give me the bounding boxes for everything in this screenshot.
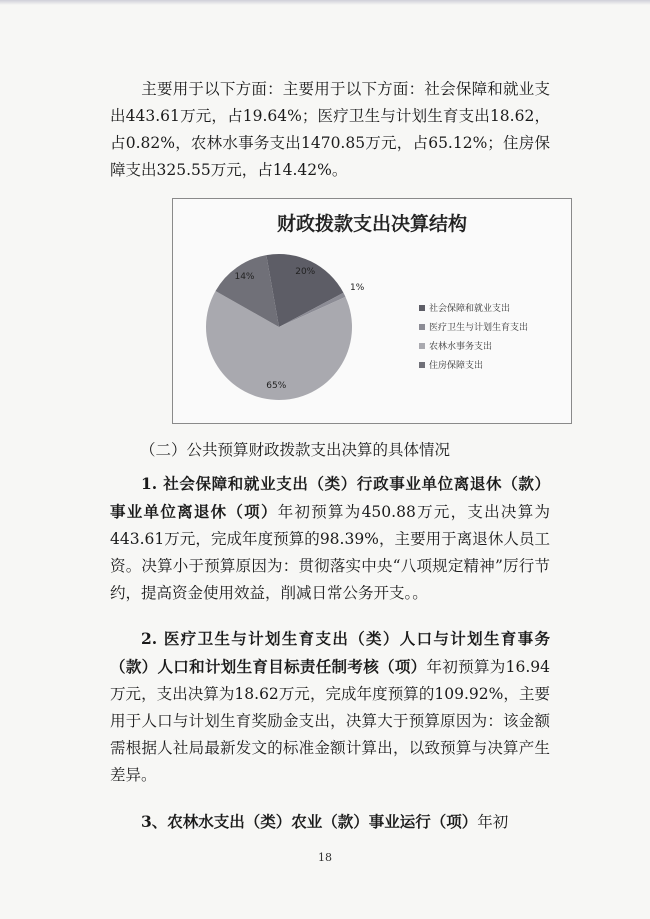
item3-paragraph [110,808,550,836]
legend-label: 社会保障和就业支出 [429,304,511,314]
pie-chart [172,198,572,424]
legend-item [419,355,528,374]
item3-body: 年初 [477,813,509,831]
page-number: 18 [318,851,332,864]
item2-paragraph [110,625,550,789]
legend-swatch [419,305,425,311]
legend-swatch [419,343,425,349]
item1-body: 年初预算为450.88万元，支出决算为443.61万元，完成年度预算的98.39%，主要用于离退休人员工资。决算小于预算原因为：贯彻落实中央“八项规定精神”厉行节约，提高资金使用效益，削减日常公务开支。。 [110,503,550,602]
section-heading: （二）公共预算财政拨款支出决算的具体情况 [140,441,451,459]
chart-legend [419,298,528,374]
legend-item [419,336,528,355]
slice-label: 65% [266,380,287,391]
legend-label: 农林水事务支出 [429,342,493,352]
legend-swatch [419,324,425,330]
intro-paragraph: 主要用于以下方面：主要用于以下方面：社会保障和就业支出443.61万元，占19.64%；医疗卫生与计划生育支出18.62，占0.82%，农林水事务支出1470.85万元，占65.12%；住房保障支出325.55万元，占14.42%。 [110,80,550,179]
legend-item [419,298,528,317]
item1-heading: 1. 社会保障和就业支出（类）行政事业单位离退休（款）事业单位离退休（项） [110,474,550,521]
slice-label: 14% [234,272,255,283]
legend-label: 住房保障支出 [429,361,484,371]
item1-paragraph [110,470,550,607]
chart-title: 财政拨款支出决算结构 [276,213,467,235]
item2-body: 年初预算为16.94万元，支出决算为18.62万元，完成年度预算的109.92%，主要用于人口与计划生育奖励金支出，决算大于预算原因为：该金额需根据人社局最新发文的标准金额计算出，以致预算与决算产生差异。 [110,658,550,784]
slice-label: 20% [295,267,316,278]
legend-swatch [419,362,425,368]
legend-item [419,317,528,336]
item2-heading: 2. 医疗卫生与计划生育支出（类）人口与计划生育事务（款）人口和计划生育目标责任制考核（项） [110,629,550,676]
item3-heading: 3、农林水支出（类）农业（款）事业运行（项） [141,812,478,831]
legend-label: 医疗卫生与计划生育支出 [429,323,529,333]
scan-edge [0,0,650,5]
slice-label: 1% [350,282,365,293]
